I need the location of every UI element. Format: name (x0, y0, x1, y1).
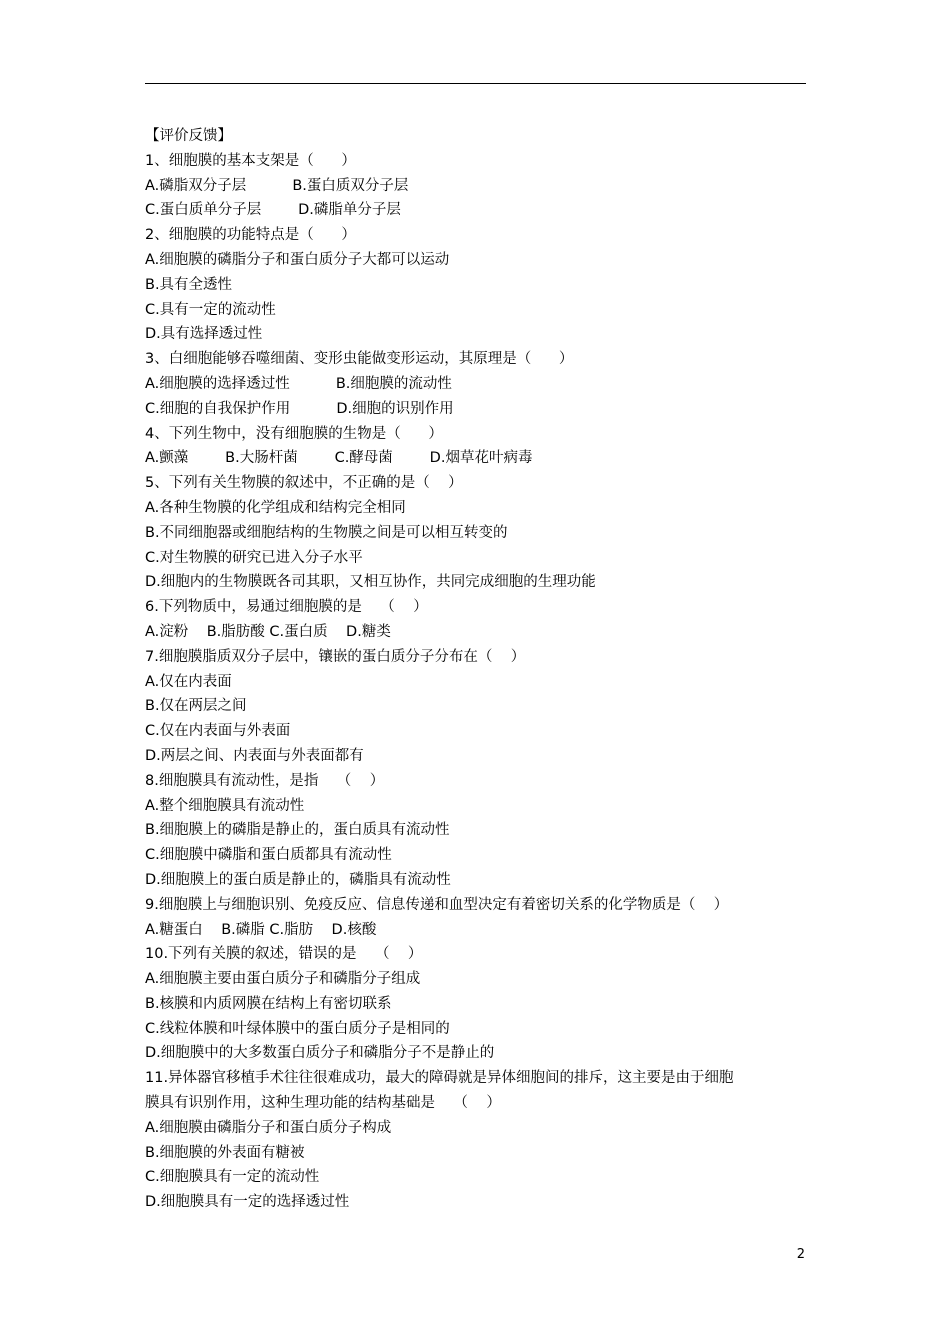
text-line: B.不同细胞器或细胞结构的生物膜之间是可以相互转变的 (145, 524, 508, 541)
text-line: 膜具有识别作用，这种生理功能的结构基础是 （ ） (145, 1095, 501, 1112)
text-line: A.磷脂双分子层 B.蛋白质双分子层 (145, 177, 409, 194)
text-line: C.蛋白质单分子层 D.磷脂单分子层 (145, 202, 401, 219)
text-line: A.整个细胞膜具有流动性 (145, 797, 305, 814)
text-line: B.仅在两层之间 (145, 698, 247, 715)
text-line: 6.下列物质中，易通过细胞膜的是 （ ） (145, 599, 428, 616)
text-line: D.细胞膜中的大多数蛋白质分子和磷脂分子不是静止的 (145, 1045, 495, 1062)
text-line: C.细胞的自我保护作用 D.细胞的识别作用 (145, 400, 454, 417)
text-line: C.细胞膜中磷脂和蛋白质都具有流动性 (145, 847, 392, 864)
question-lines (145, 149, 810, 1215)
text-line: A.细胞膜主要由蛋白质分子和磷脂分子组成 (145, 971, 421, 988)
text-line: A.各种生物膜的化学组成和结构完全相同 (145, 499, 406, 516)
text-line: 10.下列有关膜的叙述，错误的是 （ ） (145, 946, 423, 963)
text-line: 11.异体器官移植手术往往很难成功，最大的障碍就是异体细胞间的排斥，这主要是由于细胞 (145, 1070, 734, 1087)
text-line: 4、下列生物中，没有细胞膜的生物是（ ） (145, 425, 443, 442)
text-line: A.细胞膜的磷脂分子和蛋白质分子大都可以运动 (145, 251, 450, 268)
text-line: A.颤藻 B.大肠杆菌 C.酵母菌 D.烟草花叶病毒 (145, 450, 533, 467)
text-line: D.细胞膜具有一定的选择透过性 (145, 1194, 350, 1211)
text-line: B.核膜和内质网膜在结构上有密切联系 (145, 995, 392, 1012)
document-body (145, 124, 810, 1215)
header-rule (145, 83, 806, 84)
text-line: 3、白细胞能够吞噬细菌、变形虫能做变形运动，其原理是（ ） (145, 351, 574, 368)
text-line: C.细胞膜具有一定的流动性 (145, 1169, 320, 1186)
text-line: B.细胞膜上的磷脂是静止的，蛋白质具有流动性 (145, 822, 450, 839)
text-line: B.具有全透性 (145, 276, 233, 293)
text-line: C.线粒体膜和叶绿体膜中的蛋白质分子是相同的 (145, 1020, 450, 1037)
text-line: B.细胞膜的外表面有糖被 (145, 1144, 305, 1161)
page-number: 2 (796, 1247, 805, 1262)
text-line: C.仅在内表面与外表面 (145, 723, 291, 740)
text-line: A.仅在内表面 (145, 673, 232, 690)
text-line: D.细胞内的生物膜既各司其职，又相互协作，共同完成细胞的生理功能 (145, 574, 596, 591)
text-line: 8.细胞膜具有流动性，是指 （ ） (145, 772, 385, 789)
text-line: 5、下列有关生物膜的叙述中，不正确的是（ ） (145, 475, 463, 492)
text-line: D.具有选择透过性 (145, 326, 263, 343)
text-line: 9.细胞膜上与细胞识别、免疫反应、信息传递和血型决定有着密切关系的化学物质是（ ） (145, 896, 729, 913)
section-title: 【评价反馈】 (145, 128, 232, 144)
text-line: 7.细胞膜脂质双分子层中，镶嵌的蛋白质分子分布在（ ） (145, 648, 526, 665)
text-line: D.两层之间、内表面与外表面都有 (145, 747, 364, 764)
text-line: A.淀粉 B.脂肪酸 C.蛋白质 D.糖类 (145, 623, 391, 640)
text-line: A.细胞膜的选择透过性 B.细胞膜的流动性 (145, 375, 452, 392)
text-line: 1、细胞膜的基本支架是（ ） (145, 152, 356, 169)
text-line: C.对生物膜的研究已进入分子水平 (145, 549, 363, 566)
text-line: A.细胞膜由磷脂分子和蛋白质分子构成 (145, 1119, 392, 1136)
text-line: A.糖蛋白 B.磷脂 C.脂肪 D.核酸 (145, 921, 377, 938)
text-line: 2、细胞膜的功能特点是（ ） (145, 227, 356, 244)
text-line: D.细胞膜上的蛋白质是静止的，磷脂具有流动性 (145, 871, 451, 888)
text-line: C.具有一定的流动性 (145, 301, 276, 318)
